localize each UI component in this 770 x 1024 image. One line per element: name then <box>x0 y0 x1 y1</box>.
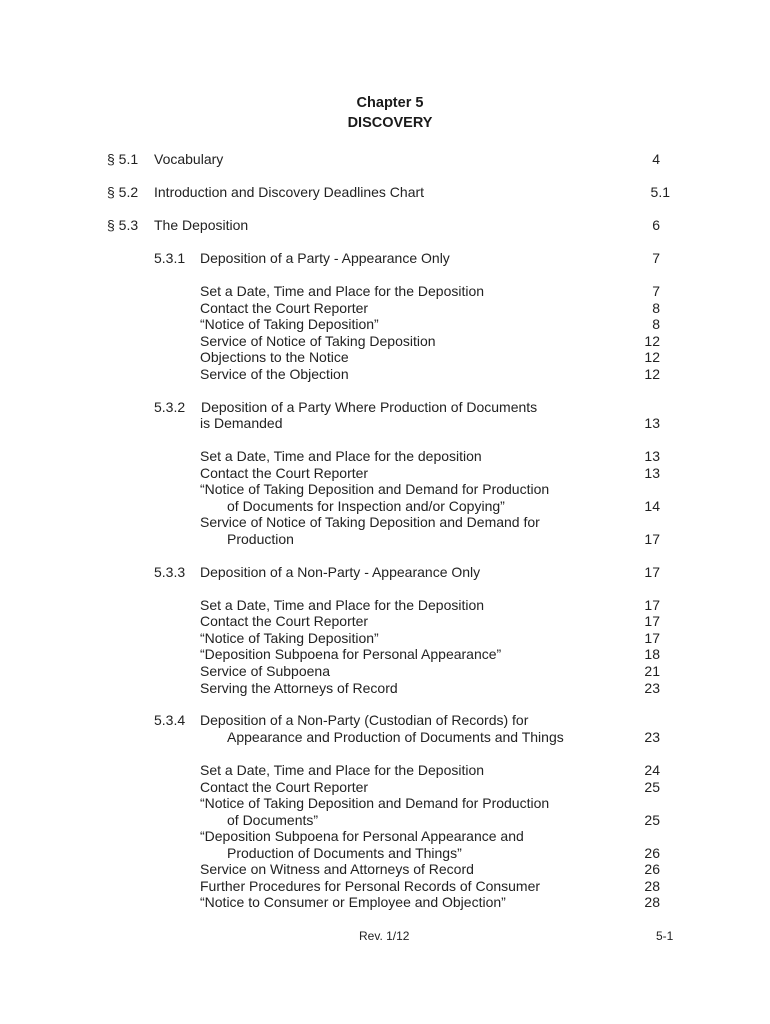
toc-page-number: 12 <box>644 366 660 382</box>
toc-subsection-number: 5.3.2 <box>154 399 186 415</box>
toc-item: “Notice to Consumer or Employee and Objection” <box>200 894 506 910</box>
toc-subsection-title-continued: is Demanded <box>200 415 283 431</box>
toc-section-number: § 5.3 <box>107 217 139 233</box>
toc-page-number: 28 <box>644 894 660 910</box>
toc-item: “Notice of Taking Deposition” <box>200 630 379 646</box>
revision-label: Rev. 1/12 <box>359 929 410 943</box>
toc-page-number: 8 <box>652 300 660 316</box>
toc-page-number: 25 <box>644 812 660 828</box>
toc-page-number: 7 <box>652 250 660 266</box>
toc-page-number: 17 <box>644 597 660 613</box>
toc-page-number: 17 <box>644 630 660 646</box>
toc-page-number: 8 <box>652 316 660 332</box>
toc-page-number: 13 <box>644 448 660 464</box>
toc-section-number: § 5.2 <box>107 184 139 200</box>
toc-page-number: 4 <box>652 151 660 167</box>
toc-page-number: 12 <box>644 333 660 349</box>
toc-page-number: 23 <box>644 680 660 696</box>
toc-page-number: 25 <box>644 779 660 795</box>
toc-item: “Notice of Taking Deposition and Demand for Production <box>200 481 550 497</box>
toc-page-number: 12 <box>644 349 660 365</box>
toc-item: Set a Date, Time and Place for the Deposition <box>200 762 485 778</box>
toc-subsection-title: Deposition of a Party - Appearance Only <box>200 250 450 266</box>
toc-item: Service on Witness and Attorneys of Record <box>200 861 474 877</box>
toc-item: “Deposition Subpoena for Personal Appearance and <box>200 828 524 844</box>
toc-item: Contact the Court Reporter <box>200 779 369 795</box>
toc-item: Service of the Objection <box>200 366 349 382</box>
toc-item: Further Procedures for Personal Records of Consumer <box>200 878 541 894</box>
toc-page-number: 7 <box>652 283 660 299</box>
toc-page-number: 17 <box>644 531 660 547</box>
toc-section-number: § 5.1 <box>107 151 139 167</box>
toc-item: Contact the Court Reporter <box>200 300 369 316</box>
toc-item: Objections to the Notice <box>200 349 349 365</box>
toc-subsection-title: Deposition of a Non-Party - Appearance Only <box>200 564 481 580</box>
toc-subsection-number: 5.3.4 <box>154 712 186 728</box>
toc-subsection-title: Deposition of a Non-Party (Custodian of Records) for <box>200 712 529 728</box>
toc-item: Set a Date, Time and Place for the Deposition <box>200 597 485 613</box>
toc-item: Serving the Attorneys of Record <box>200 680 398 696</box>
page-number: 5-1 <box>656 929 674 943</box>
toc-subsection-title: Deposition of a Party Where Production of Documents <box>201 399 538 415</box>
toc-section-title: Introduction and Discovery Deadlines Chart <box>154 184 425 200</box>
toc-subsection-title-continued: Appearance and Production of Documents and Things <box>227 729 564 745</box>
toc-item: Service of Notice of Taking Deposition and Demand for <box>200 514 540 530</box>
toc-page-number: 24 <box>644 762 660 778</box>
toc-item-continued: of Documents for Inspection and/or Copying” <box>227 498 505 514</box>
toc-item: Contact the Court Reporter <box>200 465 369 481</box>
toc-page-number: 17 <box>644 564 660 580</box>
toc-page-number: 26 <box>644 845 660 861</box>
toc-page-number: 13 <box>644 415 660 431</box>
toc-item-continued: Production <box>227 531 294 547</box>
toc-page-number: 6 <box>652 217 660 233</box>
toc-item: “Deposition Subpoena for Personal Appearance” <box>200 646 502 662</box>
toc-item: “Notice of Taking Deposition and Demand for Production <box>200 795 550 811</box>
toc-subsection-number: 5.3.3 <box>154 564 186 580</box>
toc-page-number: 13 <box>644 465 660 481</box>
chapter-number: Chapter 5 <box>356 95 424 111</box>
toc-item-continued: Production of Documents and Things” <box>227 845 462 861</box>
chapter-title: DISCOVERY <box>347 115 433 131</box>
toc-item: Set a Date, Time and Place for the Deposition <box>200 283 485 299</box>
toc-page-number: 5.1 <box>650 184 670 200</box>
toc-page-number: 28 <box>644 878 660 894</box>
toc-page-number: 23 <box>644 729 660 745</box>
toc-page-number: 14 <box>644 498 660 514</box>
toc-item: Service of Notice of Taking Deposition <box>200 333 436 349</box>
toc-page-number: 26 <box>644 861 660 877</box>
toc-item-continued: of Documents” <box>227 812 319 828</box>
toc-section-title: Vocabulary <box>154 151 224 167</box>
toc-section-title: The Deposition <box>154 217 249 233</box>
toc-page-number: 17 <box>644 613 660 629</box>
toc-page-number: 18 <box>644 646 660 662</box>
toc-item: Service of Subpoena <box>200 663 330 679</box>
toc-item: Set a Date, Time and Place for the deposition <box>200 448 482 464</box>
toc-subsection-number: 5.3.1 <box>154 250 186 266</box>
toc-item: Contact the Court Reporter <box>200 613 369 629</box>
toc-item: “Notice of Taking Deposition” <box>200 316 379 332</box>
toc-page-number: 21 <box>644 663 660 679</box>
